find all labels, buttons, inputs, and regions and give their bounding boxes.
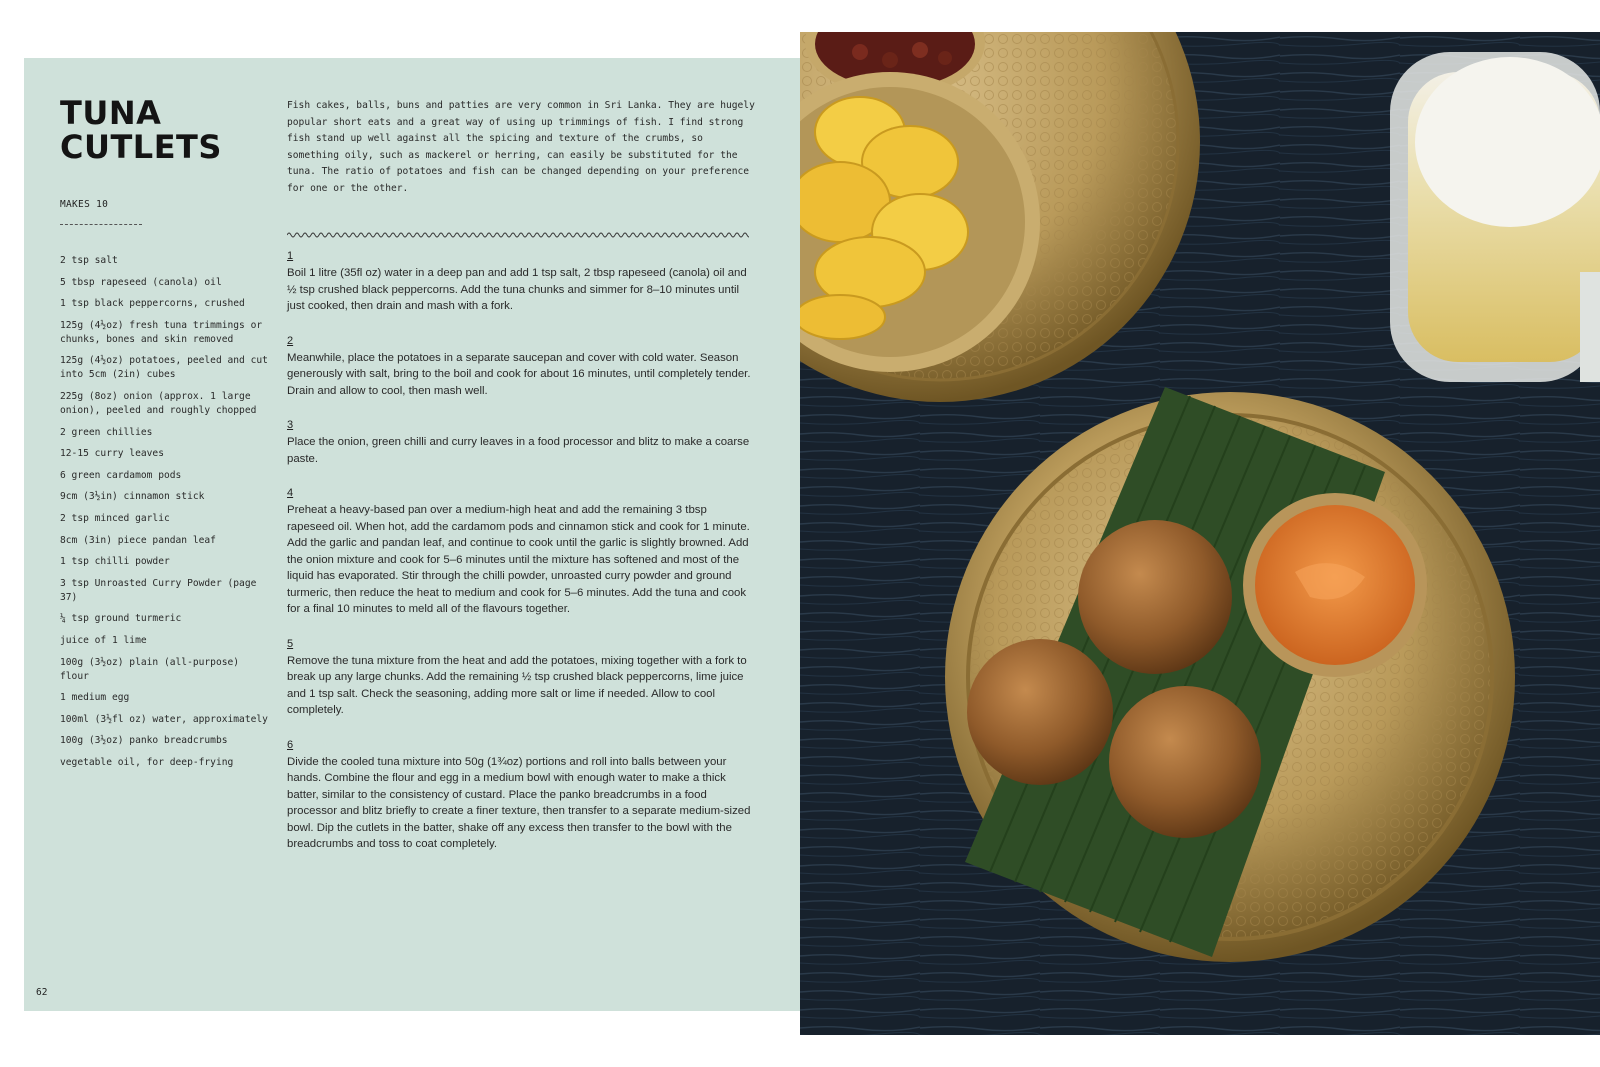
step-text: Divide the cooled tuna mixture into 50g (1¾oz) portions and roll into balls between your hands. Combine the flour and egg in a medium bowl with enough water to make a thick batter, similar to the consistency of custard. Place the panko breadcrumbs in a food processor and blitz briefly to create a finer texture, then transfer to a separate medium-sized bowl. Dip the cutlets in the batter, shake off any excess then transfer to the bowl with the breadcrumbs and toss to coat completely. xyxy=(287,755,751,850)
method-step xyxy=(287,331,757,400)
method-step xyxy=(287,634,757,719)
method-step xyxy=(287,735,757,853)
step-text: Place the onion, green chilli and curry leaves in a food processor and blitz to make a coarse paste. xyxy=(287,436,750,465)
method-steps xyxy=(287,246,757,869)
ingredient-item: 100g (3½oz) plain (all-purpose) flour xyxy=(60,656,240,682)
ingredient-item: 100g (3½oz) panko breadcrumbs xyxy=(60,735,228,747)
step-number: 6 xyxy=(287,738,294,751)
page-number: 62 xyxy=(36,987,48,998)
step-number: 5 xyxy=(287,637,294,650)
ingredient-item: ¼ tsp ground turmeric xyxy=(60,613,182,625)
yield-label: MAKES 10 xyxy=(60,199,109,210)
recipe-page xyxy=(24,58,800,1011)
ingredient-item: 5 tbsp rapeseed (canola) oil xyxy=(60,276,222,288)
method-step xyxy=(287,483,757,618)
step-number: 2 xyxy=(287,334,294,347)
ingredient-item: 100ml (3½fl oz) water, approximately xyxy=(60,713,268,725)
ingredient-item: 6 green cardamom pods xyxy=(60,469,182,481)
wavy-divider xyxy=(287,231,749,239)
dash-divider xyxy=(60,224,142,225)
step-text: Remove the tuna mixture from the heat and add the potatoes, mixing together with a fork to break up any large chunks. Add the remaining ½ tsp crushed black peppercorns, lime juice and 1 tsp salt. Check the seasoning, adding more salt or lime if needed. Allow to cool completely. xyxy=(287,654,747,716)
step-text: Boil 1 litre (35fl oz) water in a deep pan and add 1 tsp salt, 2 tbsp rapeseed (canola) oil and ½ tsp crushed black peppercorns. Add the tuna chunks and simmer for 8–10 minutes until just cooked, then drain and mash with a fork. xyxy=(287,267,747,312)
ingredient-item: 125g (4½oz) fresh tuna trimmings or chunks, bones and skin removed xyxy=(60,319,263,345)
ingredient-item: 1 tsp chilli powder xyxy=(60,556,170,568)
ingredient-list xyxy=(60,254,270,777)
method-step xyxy=(287,246,757,315)
ingredient-item: juice of 1 lime xyxy=(60,634,147,646)
ingredient-item: 2 tsp minced garlic xyxy=(60,512,170,524)
ingredient-item: 2 tsp salt xyxy=(60,255,118,266)
ingredient-item: vegetable oil, for deep-frying xyxy=(60,756,234,768)
sauce-bowl xyxy=(1243,493,1427,677)
ingredient-item: 9cm (3½in) cinnamon stick xyxy=(60,491,205,503)
ingredient-item: 225g (8oz) onion (approx. 1 large onion), peeled and roughly chopped xyxy=(60,390,257,416)
ingredient-item: 1 medium egg xyxy=(60,692,130,704)
beer-mug xyxy=(1390,52,1600,382)
ingredient-item: 2 green chillies xyxy=(60,426,153,438)
step-number: 1 xyxy=(287,250,294,262)
method-step xyxy=(287,415,757,467)
ingredient-item: 12-15 curry leaves xyxy=(60,448,164,460)
recipe-title-line1: TUNA xyxy=(60,94,162,132)
step-number: 3 xyxy=(287,419,294,431)
ingredient-item: 8cm (3in) piece pandan leaf xyxy=(60,534,216,546)
recipe-title xyxy=(60,96,222,164)
ingredient-item: 3 tsp Unroasted Curry Powder (page 37) xyxy=(60,577,257,603)
recipe-title-line2: CUTLETS xyxy=(60,128,222,166)
food-photo xyxy=(800,32,1600,1035)
ingredient-item: 125g (4½oz) potatoes, peeled and cut into 5cm (2in) cubes xyxy=(60,355,268,381)
step-text: Meanwhile, place the potatoes in a separate saucepan and cover with cold water. Season generously with salt, bring to the boil and cook for about 16 minutes, until completely tender. Drain and allow to cool, then mash well. xyxy=(287,351,751,397)
ingredient-item: 1 tsp black peppercorns, crushed xyxy=(60,298,245,310)
step-text: Preheat a heavy-based pan over a medium-high heat and add the remaining 3 tbsp rapeseed oil. When hot, add the cardamom pods and cinnamon stick and cook for 1 minute. Add the garlic and pandan leaf, and continue to cook until the garlic is slightly browned. Add the onion mixture and cook for 5–6 minutes until the mixture has softened and most of the liquid has evaporated. Stir through the chilli powder, unroasted curry powder and ground turmeric, then reduce the heat to medium and cook for 5–6 minutes. Add the tuna and cook for a final 10 minutes to meld all of the flavours together. xyxy=(287,504,750,615)
recipe-intro: Fish cakes, balls, buns and patties are very common in Sri Lanka. They are hugely popular short eats and a great way of using up trimmings of fish. I find strong fish stand up well against all the spicing and texture of the crumbs, so something oily, such as mackerel or herring, can easily be substituted for the tuna. The ratio of potatoes and fish can be changed depending on your preference for one or the other. xyxy=(287,100,755,194)
step-number: 4 xyxy=(287,487,294,499)
